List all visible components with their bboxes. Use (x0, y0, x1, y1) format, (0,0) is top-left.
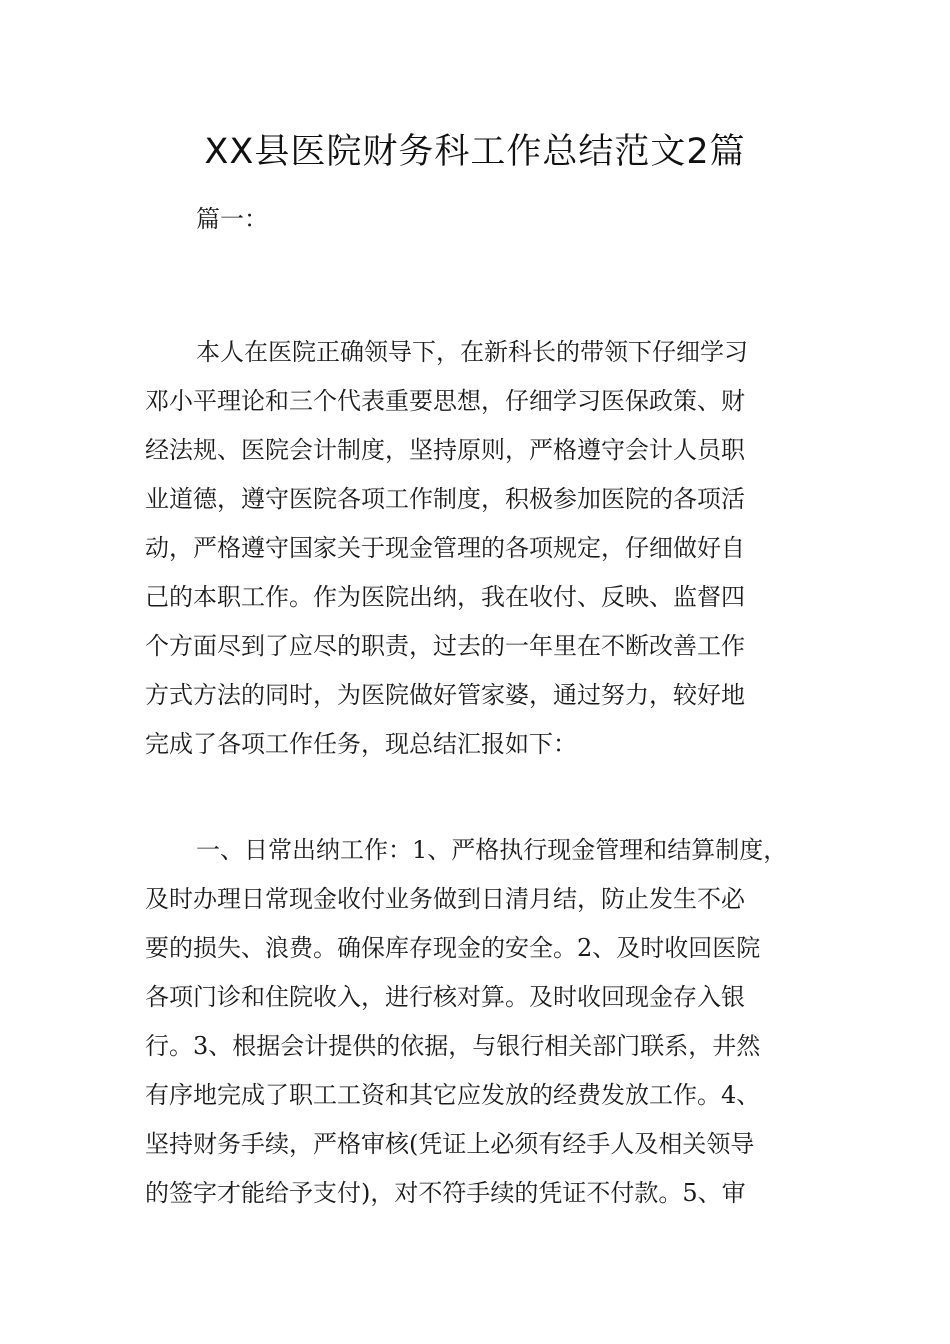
text-line: 个方面尽到了应尽的职责，过去的一年里在不断改善工作 (145, 632, 745, 660)
text-line: 业道德，遵守医院各项工作制度，积极参加医院的各项活 (145, 485, 745, 513)
text-line: 邓小平理论和三个代表重要思想，仔细学习医保政策、财 (145, 387, 745, 415)
text-line: 要的损失、浪费。确保库存现金的安全。2、及时收回医院 (145, 934, 761, 962)
text-line: 各项门诊和住院收入，进行核对算。及时收回现金存入银 (145, 983, 745, 1011)
text-line: 己的本职工作。作为医院出纳，我在收付、反映、监督四 (145, 583, 745, 611)
text-line: 有序地完成了职工工资和其它应发放的经费发放工作。4、 (145, 1081, 761, 1109)
text-line: 动，严格遵守国家关于现金管理的各项规定，仔细做好自 (145, 534, 745, 562)
text-line: 及时办理日常现金收付业务做到日清月结，防止发生不必 (145, 885, 745, 913)
text-line: 行。3、根据会计提供的依据，与银行相关部门联系，井然 (145, 1032, 761, 1060)
text-line: 坚持财务手续，严格审核(凭证上必须有经手人及相关领导 (145, 1130, 755, 1158)
text-line: 方式方法的同时，为医院做好管家婆，通过努力，较好地 (145, 681, 745, 709)
document-title: XX县医院财务科工作总结范文2篇 (204, 132, 746, 172)
section-label: 篇一： (196, 205, 268, 233)
text-line: 本人在医院正确领导下，在新科长的带领下仔细学习 (196, 338, 748, 366)
text-line: 经法规、医院会计制度，坚持原则，严格遵守会计人员职 (145, 436, 745, 464)
text-line: 的签字才能给予支付)，对不符手续的凭证不付款。5、审 (145, 1179, 746, 1207)
paragraph-daily-cashier-work (145, 826, 815, 1218)
paragraph-intro (145, 328, 815, 769)
text-line: 完成了各项工作任务，现总结汇报如下： (145, 730, 577, 758)
text-line: 一、日常出纳工作：1、严格执行现金管理和结算制度， (196, 836, 788, 864)
